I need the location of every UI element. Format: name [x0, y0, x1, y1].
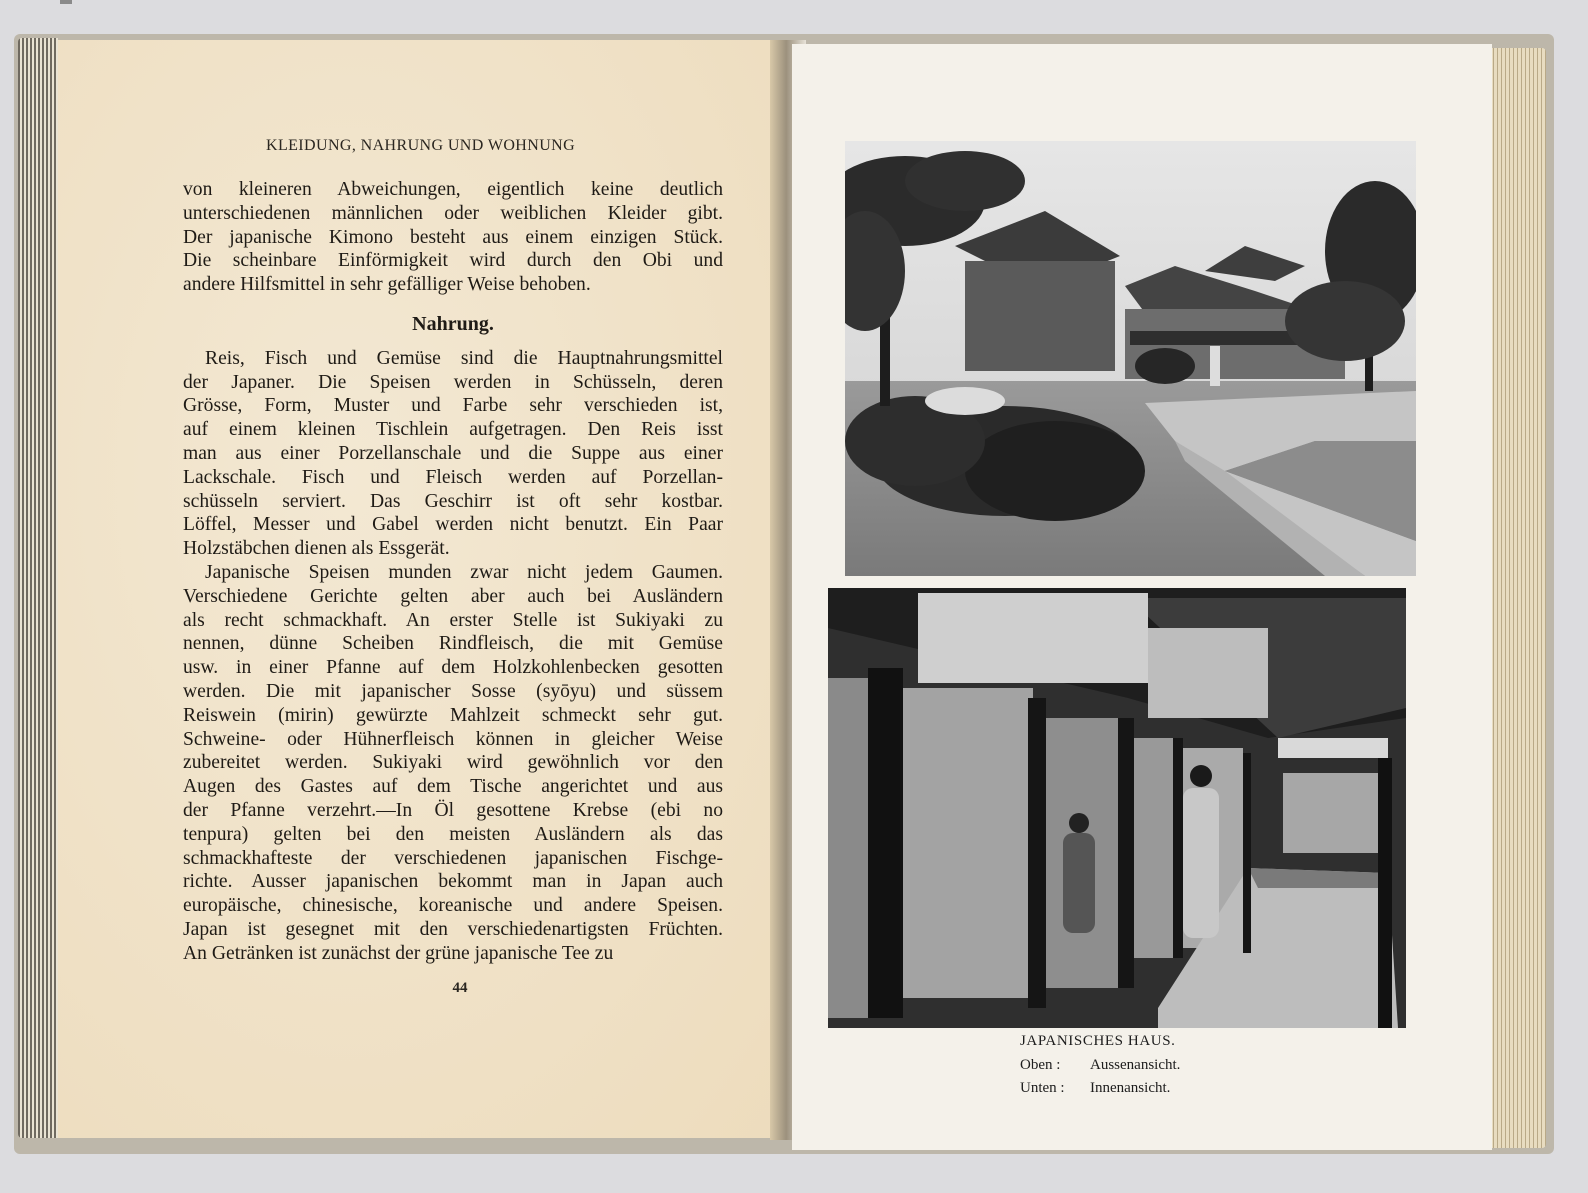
text-line: der Pfanne verzehrt.—In Öl gesottene Krebse (ebi no — [183, 799, 723, 821]
text-line: Holzstäbchen dienen als Essgerät. — [183, 538, 450, 560]
caption-title: JAPANISCHES HAUS. — [1020, 1033, 1176, 1049]
text-line: werden. Die mit japanischer Sosse (syōyu) und süssem — [183, 680, 723, 702]
text-line: als recht schmackhaft. An erster Stelle ist Sukiyaki zu — [183, 609, 723, 631]
left-page-edges — [18, 38, 58, 1138]
photo-exterior — [845, 141, 1416, 576]
caption-bottom — [1020, 1080, 1240, 1097]
caption-top — [1020, 1057, 1240, 1074]
caption-bottom-value: Innenansicht. — [1090, 1080, 1171, 1096]
caption-top-label: Oben : — [1020, 1057, 1061, 1073]
scan-mark — [60, 0, 72, 4]
caption-bottom-label: Unten : — [1020, 1080, 1065, 1096]
text-line: zubereitet werden. Sukiyaki wird gewöhnlich vor den — [183, 752, 723, 774]
right-page-edges — [1490, 48, 1546, 1148]
text-line: Verschiedene Gerichte gelten aber auch bei Ausländern — [183, 585, 723, 607]
text-line: schmackhafteste der verschiedenen japanischen Fischge- — [183, 847, 723, 869]
text-line: Der japanische Kimono besteht aus einem einzigen Stück. — [183, 226, 723, 248]
text-line: von kleineren Abweichungen, eigentlich keine deutlich — [183, 179, 723, 200]
text-line: der Japaner. Die Speisen werden in Schüsseln, deren — [183, 371, 723, 393]
text-line: Augen des Gastes auf dem Tische angerichtet und aus — [183, 776, 723, 798]
text-line: richte. Ausser japanischen bekommt man in Japan auch — [183, 871, 723, 893]
text-line: Reis, Fisch und Gemüse sind die Hauptnahrungsmittel — [205, 347, 723, 369]
body-text — [183, 178, 723, 966]
text-line: nennen, dünne Scheiben Rindfleisch, die mit Gemüse — [183, 633, 723, 655]
text-line: Schweine- oder Hühnerfleisch können in gleicher Weise — [183, 728, 723, 750]
text-line: europäische, chinesische, koreanische und andere Speisen. — [183, 895, 723, 917]
caption-top-value: Aussenansicht. — [1090, 1057, 1181, 1073]
running-head: KLEIDUNG, NAHRUNG UND WOHNUNG — [266, 137, 576, 154]
text-line: Lackschale. Fisch und Fleisch werden auf Porzellan- — [183, 466, 723, 488]
text-line: Löffel, Messer und Gabel werden nicht benutzt. Ein Paar — [183, 514, 723, 536]
text-line: auf einem kleinen Tischlein aufgetragen. Den Reis isst — [183, 419, 723, 441]
text-line: usw. in einer Pfanne auf dem Holzkohlenbecken gesotten — [183, 657, 723, 679]
text-line: An Getränken ist zunächst der grüne japanische Tee zu — [183, 942, 614, 964]
text-line: tenpura) gelten bei den meisten Ausländern als das — [183, 823, 723, 845]
text-line: Japanische Speisen munden zwar nicht jedem Gaumen. — [205, 561, 723, 583]
text-line: unterschiedenen männlichen oder weiblichen Kleider gibt. — [183, 202, 723, 224]
text-line: Die scheinbare Einförmigkeit wird durch den Obi und — [183, 250, 723, 272]
text-line: Reiswein (mirin) gewürzte Mahlzeit schmeckt sehr gut. — [183, 704, 723, 726]
text-line: man aus einer Porzellanschale und die Suppe aus einer — [183, 442, 723, 464]
text-line: andere Hilfsmittel in sehr gefälliger Weise behoben. — [183, 274, 591, 296]
section-heading: Nahrung. — [412, 312, 494, 335]
photo-interior — [828, 588, 1406, 1028]
text-line: Japan ist gesegnet mit den verschiedenartigsten Früchten. — [183, 918, 723, 940]
page-number: 44 — [452, 980, 468, 996]
text-line: Grösse, Form, Muster und Farbe sehr verschieden ist, — [183, 395, 723, 417]
text-line: schüsseln serviert. Das Geschirr ist oft sehr kostbar. — [183, 490, 723, 512]
